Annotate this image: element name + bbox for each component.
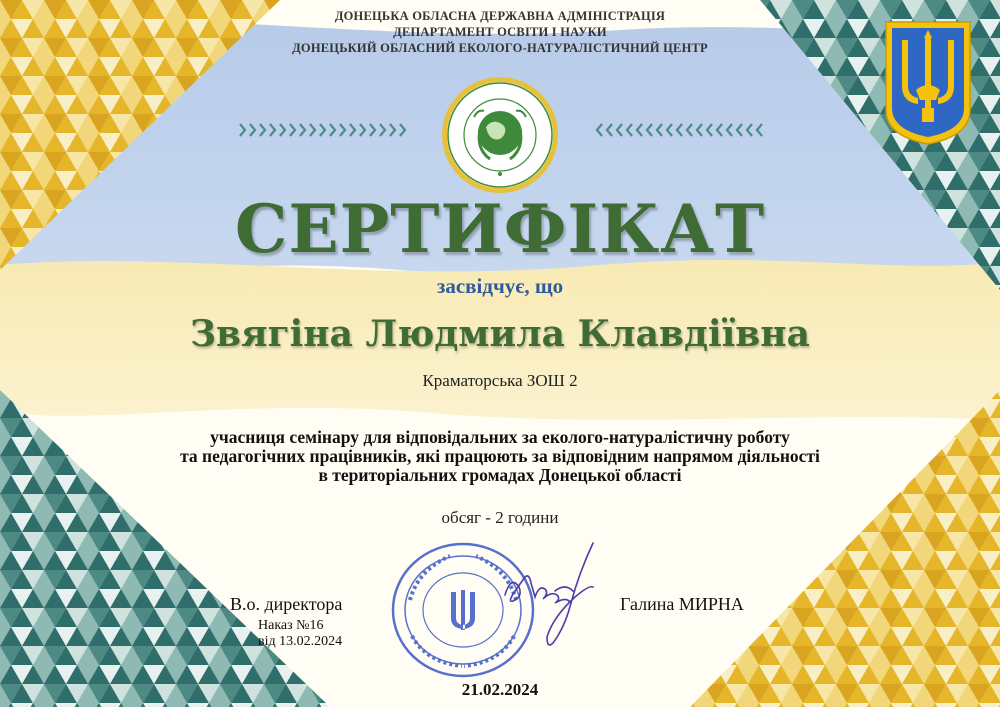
director-position: В.о. директора (230, 594, 343, 614)
eco-center-logo (430, 75, 570, 195)
handwritten-signature (495, 535, 615, 650)
order-number: Наказ №16 (258, 618, 324, 633)
description-line-1: учасниця семінару для відповідальних за еколого-натуралістичну роботу (210, 427, 790, 447)
header-line-2: ДЕПАРТАМЕНТ ОСВІТИ І НАУКИ (393, 25, 607, 39)
hours-text: обсяг - 2 години (441, 508, 559, 527)
signer-name: Галина МИРНА (620, 594, 744, 614)
order-date: від 13.02.2024 (258, 634, 343, 649)
recipient-name: Звягіна Людмила Клавдіївна (190, 313, 810, 355)
certificate-title: СЕРТИФІКАТ (234, 190, 766, 268)
recipient-school: Краматорська ЗОШ 2 (422, 371, 578, 390)
coat-of-arms-icon (882, 18, 974, 148)
certifies-text: засвідчує, що (436, 274, 564, 298)
header-line-3: ДОНЕЦЬКИЙ ОБЛАСНИЙ ЕКОЛОГО-НАТУРАЛІСТИЧНИЙ ЦЕНТР (292, 41, 708, 55)
issue-date: 21.02.2024 (461, 680, 539, 699)
description-line-2: та педагогічних працівників, які працюють за відповідним напрямом діяльності (180, 446, 820, 466)
seminar-description (0, 428, 1000, 485)
header-line-1: ДОНЕЦЬКА ОБЛАСНА ДЕРЖАВНА АДМІНІСТРАЦІЯ (334, 9, 666, 23)
description-line-3: в територіальних громадах Донецької області (318, 465, 682, 485)
